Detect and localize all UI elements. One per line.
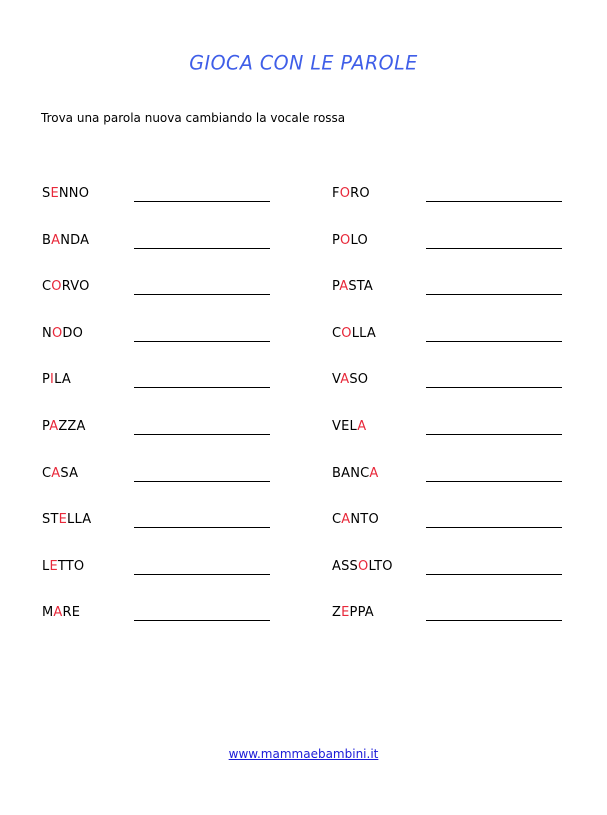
red-vowel: A: [51, 232, 61, 248]
answer-line[interactable]: [134, 341, 270, 342]
answer-line[interactable]: [426, 620, 562, 621]
red-vowel: I: [50, 372, 55, 388]
word: MARE: [42, 605, 81, 621]
answer-line[interactable]: [426, 481, 562, 482]
word-row: [332, 323, 572, 370]
answer-line[interactable]: [426, 387, 562, 388]
answer-line[interactable]: [134, 527, 270, 528]
word: SENNO: [42, 186, 90, 201]
word-row: [332, 230, 572, 277]
word: PAZZA: [42, 418, 86, 434]
word-row: [42, 509, 282, 556]
word-row: [42, 602, 282, 649]
word: PASTA: [332, 279, 373, 295]
word-row: [42, 416, 282, 463]
answer-line[interactable]: [426, 248, 562, 249]
red-vowel: E: [50, 186, 59, 201]
word-row: [332, 416, 572, 463]
answer-line[interactable]: [426, 434, 562, 435]
red-vowel: O: [51, 279, 62, 295]
word: CANTO: [332, 512, 379, 528]
red-vowel: A: [53, 605, 63, 621]
word-row: [42, 369, 282, 416]
answer-line[interactable]: [426, 341, 562, 342]
word-row: [42, 276, 282, 323]
word-row: [332, 602, 572, 649]
word: POLO: [332, 232, 368, 248]
word: STELLA: [42, 512, 92, 528]
word: CORVO: [42, 279, 90, 295]
word: CASA: [42, 465, 79, 481]
answer-line[interactable]: [426, 574, 562, 575]
red-vowel: O: [341, 325, 352, 341]
word-row: [332, 276, 572, 323]
answer-line[interactable]: [426, 201, 562, 202]
word: PILA: [42, 372, 71, 388]
word: VELA: [332, 418, 367, 434]
red-vowel: A: [339, 279, 349, 295]
red-vowel: E: [341, 605, 350, 621]
left-word-column: [42, 183, 282, 649]
red-vowel: O: [340, 232, 351, 248]
word-row: [332, 556, 572, 603]
word: VASO: [332, 372, 369, 388]
word-row: [332, 369, 572, 416]
answer-line[interactable]: [426, 294, 562, 295]
red-vowel: E: [49, 558, 58, 574]
word: BANDA: [42, 232, 90, 248]
instruction-text: Trova una parola nuova cambiando la vocale rossa: [41, 111, 346, 125]
word-row: [332, 183, 572, 230]
word: ZEPPA: [332, 605, 374, 621]
word-row: [42, 463, 282, 510]
right-word-column: [332, 183, 572, 649]
red-vowel: O: [339, 186, 351, 201]
red-vowel: O: [51, 325, 63, 341]
word: COLLA: [332, 325, 376, 341]
answer-line[interactable]: [134, 294, 270, 295]
answer-line[interactable]: [134, 481, 270, 482]
word-row: [332, 509, 572, 556]
word: ASSOLTO: [332, 558, 393, 574]
answer-line[interactable]: [134, 201, 270, 202]
answer-line[interactable]: [134, 387, 270, 388]
footer: [0, 747, 607, 761]
red-vowel: E: [58, 512, 68, 528]
word-row: [42, 556, 282, 603]
word: NODO: [42, 325, 84, 341]
answer-line[interactable]: [134, 620, 270, 621]
answer-line[interactable]: [134, 434, 270, 435]
red-vowel: O: [358, 558, 369, 574]
red-vowel: A: [49, 418, 59, 434]
red-vowel: A: [369, 465, 379, 481]
answer-line[interactable]: [134, 574, 270, 575]
word-row: [332, 463, 572, 510]
word-row: [42, 230, 282, 277]
word-row: [42, 183, 282, 230]
website-link[interactable]: www.mammaebambini.it: [228, 747, 379, 761]
answer-line[interactable]: [134, 248, 270, 249]
red-vowel: A: [51, 465, 61, 481]
word: BANCA: [332, 465, 379, 481]
word: FORO: [332, 186, 370, 201]
word-row: [42, 323, 282, 370]
red-vowel: A: [357, 418, 367, 434]
red-vowel: A: [340, 372, 350, 388]
red-vowel: A: [341, 512, 351, 528]
word: LETTO: [42, 558, 85, 574]
page-title: GIOCA CON LE PAROLE: [189, 51, 418, 75]
answer-line[interactable]: [426, 527, 562, 528]
